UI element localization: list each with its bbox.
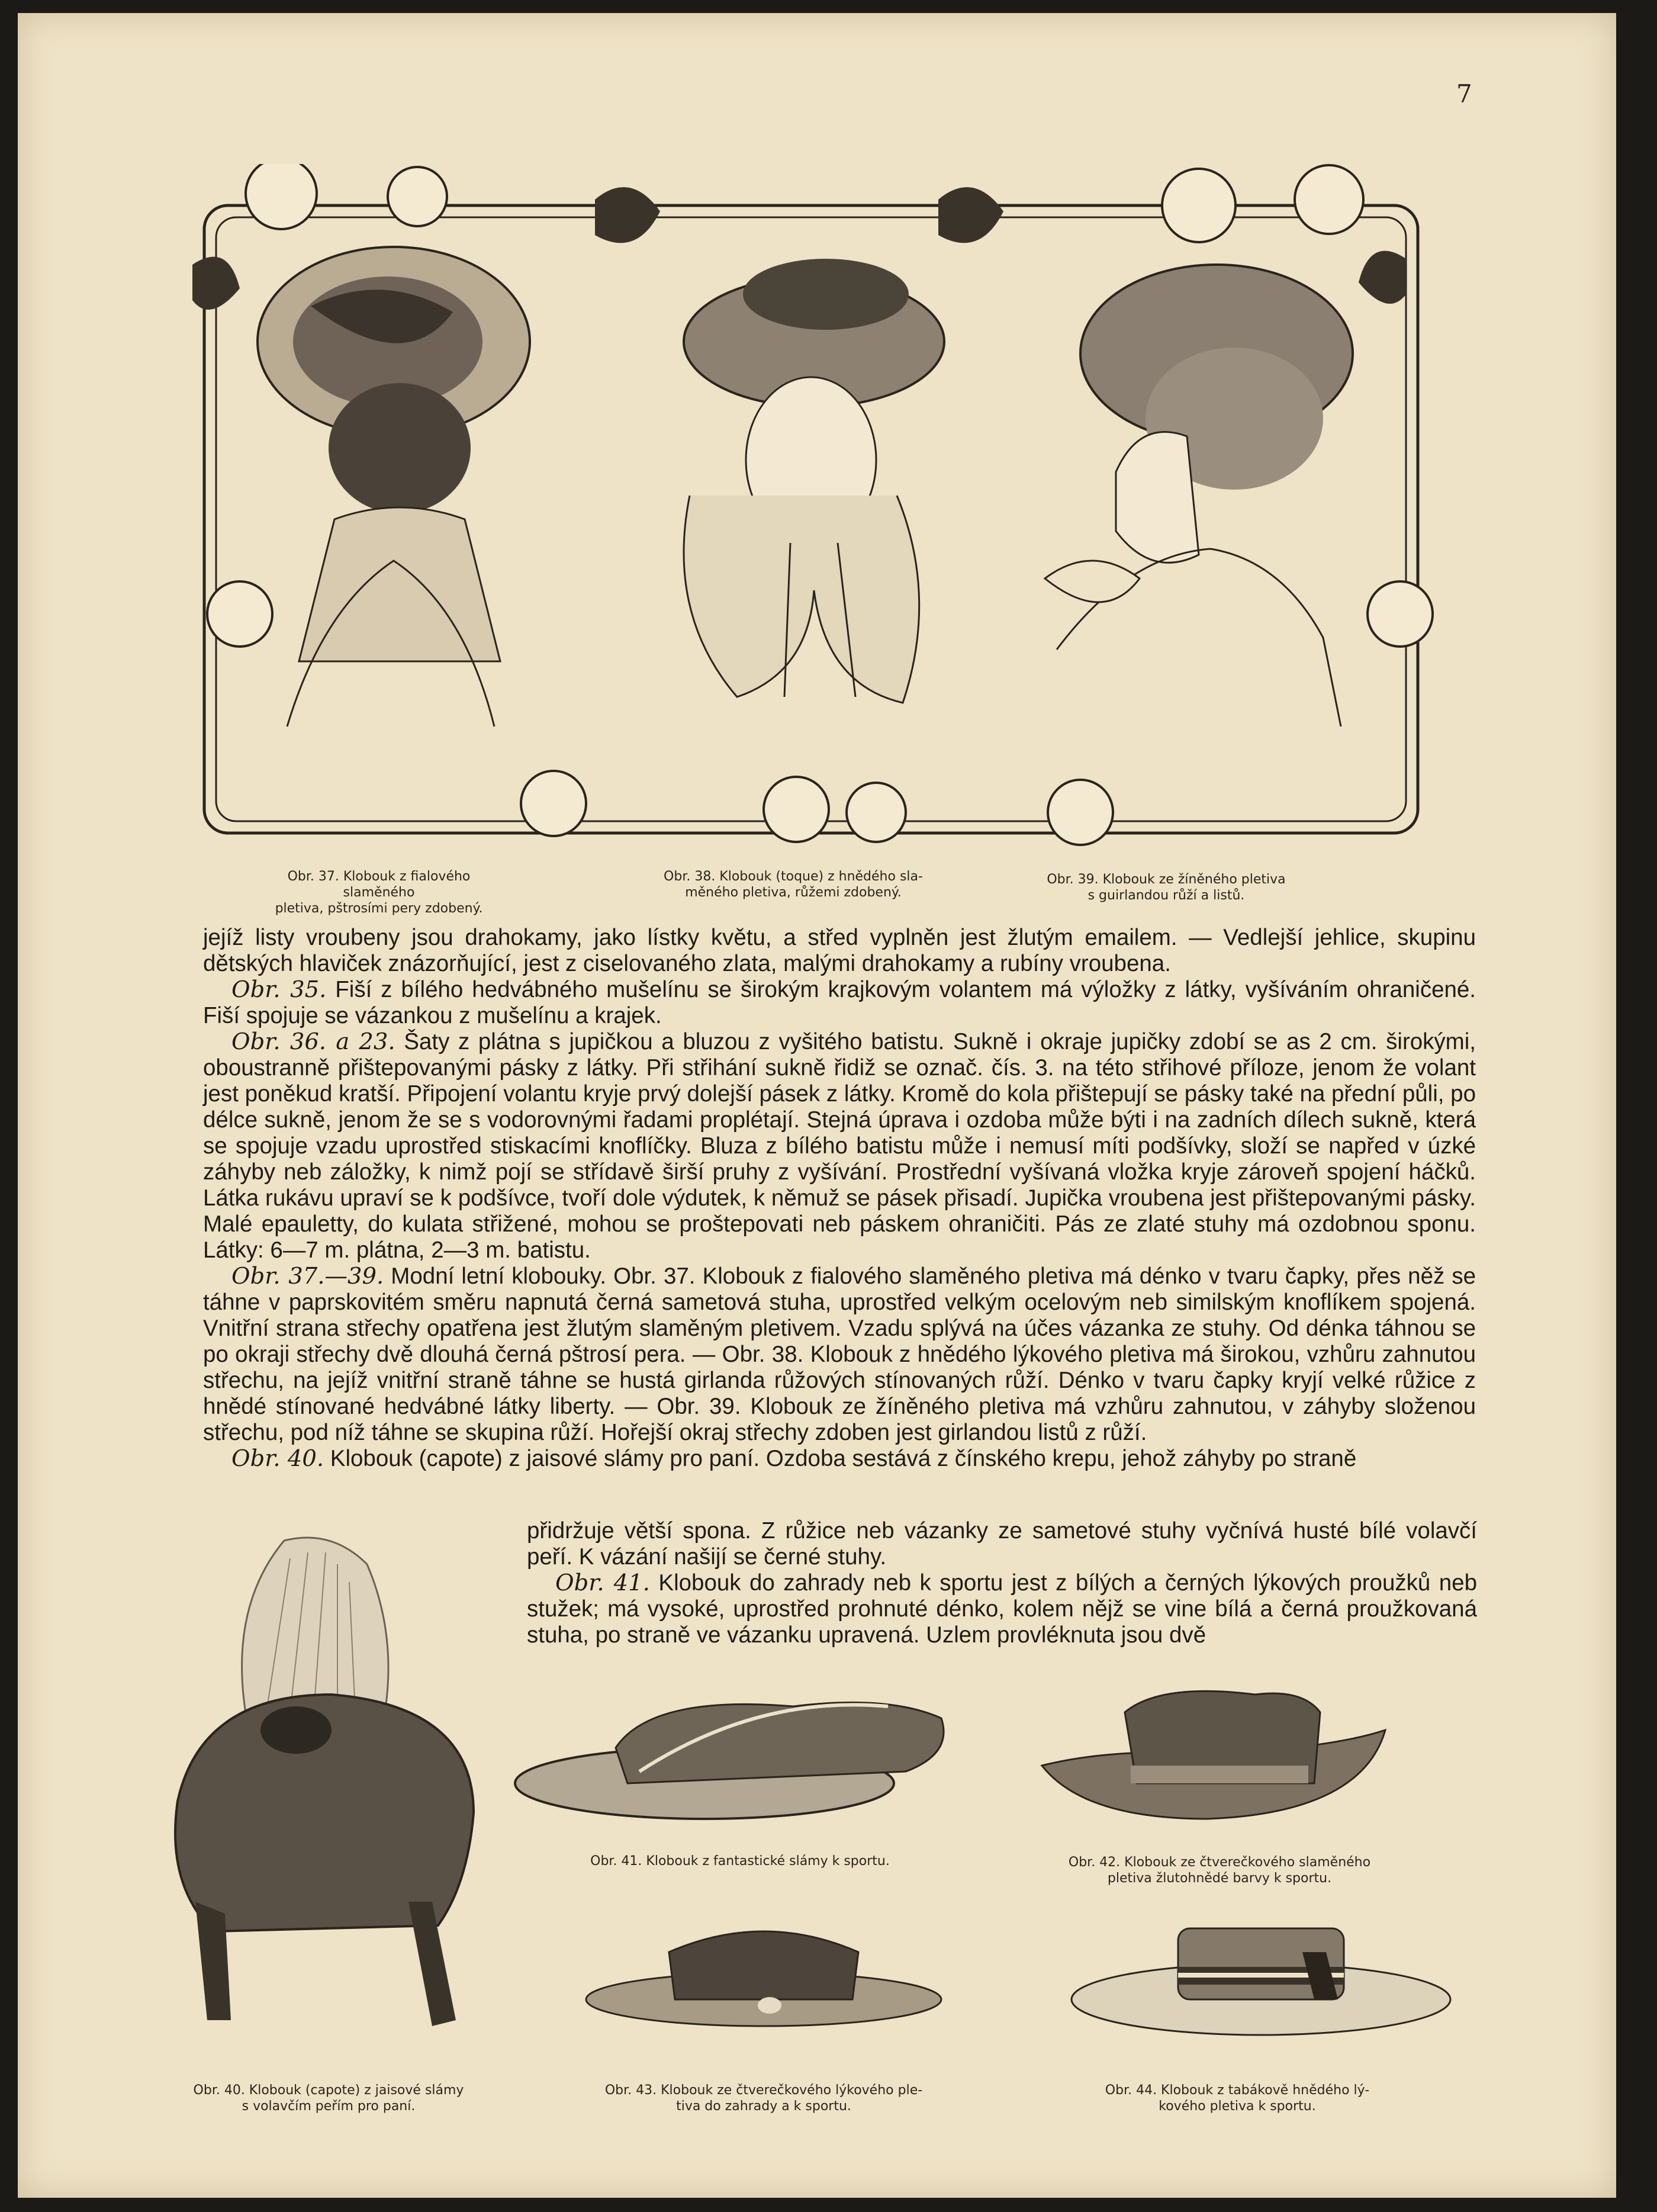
figure-38-hat	[684, 259, 944, 703]
paragraph-text: Klobouk do zahrady neb k sportu jest z bílých a černých lýkových proužků neb stužek; má vysoké, uprostřed prohnuté dénko, kolem nějž se vine bílá a černá proužkovaná stuha, po straně ve vázanku upravená. Uzlem provléknuta jsou dvě	[527, 1570, 1477, 1648]
figure-reference: Obr. 37.—39.	[231, 1263, 384, 1290]
caption-line: kového pletiva k sportu.	[1159, 2099, 1316, 2114]
caption-line: Obr. 39. Klobouk ze žíněného pletiva	[1047, 872, 1286, 887]
caption-figure-42	[1018, 1854, 1421, 1886]
caption-line: Obr. 43. Klobouk ze čtverečkového lýkového ple-	[604, 2083, 923, 2098]
figure-41-hat-illustration	[509, 1683, 965, 1831]
figure-reference: Obr. 40.	[231, 1445, 324, 1472]
caption-line: Obr. 44. Klobouk z tabákově hnědého lý-	[1105, 2083, 1370, 2098]
caption-line: Obr. 42. Klobouk ze čtverečkového slaměného	[1068, 1855, 1371, 1870]
caption-line: pletiva, pštrosími pery zdobený.	[275, 901, 483, 916]
caption-line: s volavčím peřím pro paní.	[242, 2099, 416, 2114]
paragraph-obr-36	[203, 1029, 1476, 1263]
caption-line: s guirlandou růží a listů.	[1087, 888, 1245, 903]
caption-figure-44	[1036, 2082, 1439, 2114]
caption-line: Obr. 37. Klobouk z fialového slaměného	[287, 869, 471, 900]
paragraph-continuation: jejíž listy vroubeny jsou drahokamy, jako lístky květu, a střed vyplněn jest žlutým emailem. — Vedlejší jehlice, skupinu dětských hlaviček znázorňující, jest z ciselovaného zlata, malými drahokamy a rubíny vroubena.	[203, 925, 1476, 976]
page-number: 7	[1456, 79, 1472, 108]
caption-line: měného pletiva, růžemi zdobený.	[685, 885, 902, 900]
caption-figure-43	[562, 2082, 965, 2114]
caption-line: pletiva žlutohnědé barvy k sportu.	[1107, 1871, 1332, 1886]
figure-reference: Obr. 35.	[231, 976, 327, 1003]
figure-43-hat-illustration	[574, 1917, 953, 2035]
paragraph-obr-40	[203, 1446, 1476, 1472]
caption-figure-41: Obr. 41. Klobouk z fantastické slámy k sportu.	[590, 1854, 890, 1869]
figure-39-hat	[1045, 265, 1353, 726]
article-body-narrow	[527, 1518, 1477, 1648]
caption-line: Obr. 40. Klobouk (capote) z jaisové slámy	[193, 2083, 464, 2098]
figure-37-hat	[258, 247, 530, 726]
magazine-page	[18, 13, 1616, 2198]
figure-44-hat-illustration	[1066, 1911, 1456, 2047]
paragraph-obr-37-39	[203, 1263, 1476, 1446]
figure-reference: Obr. 41.	[555, 1570, 650, 1596]
fashion-plate-figures-37-39	[169, 164, 1459, 860]
paragraph-obr-35	[203, 977, 1476, 1029]
paragraph-text: Klobouk (capote) z jaisové slámy pro paní. Ozdoba sestává z čínského krepu, jehož záhyby po straně	[324, 1446, 1357, 1471]
caption-figure-39	[1024, 872, 1308, 904]
caption-line: Obr. 38. Klobouk (toque) z hnědého sla-	[664, 869, 923, 884]
paragraph-obr-40-continued: přidržuje větší spona. Z růžice neb vázanky ze sametové stuhy vyčnívá husté bílé volavčí peří. K vázání našijí se černé stuhy.	[527, 1518, 1477, 1570]
paragraph-text: Šaty z plátna s jupičkou a bluzou z vyšitého batistu. Sukně i okraje jupičky zdobí se as 2 cm. širokými, oboustranně přištepovanými pásky z látky. Při střihání sukně řidiž se označ. čís. 3. na této střihové příloze, jenom že volant jest poněkud kratší. Připojení volantu kryje prvý dolejší pásek z látky. Kromě do kola přištepují se pásky také na přední půli, po délce sukně, jenom že se s vodorovnými řadami proplétají. Stejná úprava i ozdoba může býti i na zadních dílech sukně, která se spojuje vzadu uprostřed stiskacími knoflíčky. Bluza z bílého batistu může i nemusí míti podšívky, složí se napřed v úzké záhyby neb záložky, k nimž pojí se střídavě širší pruhy z vyšívání. Prostřední vyšívaná vložka kryje zároveň spojení háčků. Látka rukávu upraví se k podšívce, tvoří dole výdutek, k němuž se pásek přisadí. Jupička vroubena jest přištepovanými pásky. Malé epauletty, do kulata střižené, mohou se proštepovati neb páskem ohraničiti. Pás ze zlaté stuhy má ozdobnou sponu. Látky: 6—7 m. plátna, 2—3 m. batistu.	[203, 1029, 1476, 1263]
caption-line: tiva do zahrady a k sportu.	[676, 2099, 851, 2114]
figure-42-hat-illustration	[1036, 1677, 1391, 1837]
ornamental-border-illustration	[169, 164, 1459, 860]
figure-40-capote-illustration	[160, 1535, 491, 2068]
figure-reference: Obr. 36. a 23.	[231, 1028, 395, 1055]
paragraph-text: Modní letní klobouky. Obr. 37. Klobouk z fialového slaměného pletiva má dénko v tvaru čapky, přes něž se táhne v paprskovitém směru napnutá černá sametová stuha, uprostřed velkým ocelovým neb similským knoflíkem spojená. Vnitřní strana střechy opatřena jest žlutým slaměným pletivem. Vzadu splývá na účes vázanka ze stuhy. Od dénka táhnou se po okraji střechy dvě dlouhá černá pštrosí pera. — Obr. 38. Klobouk z hnědého lýkového pletiva má širokou, vzhůru zahnutou střechu, na jejíž vnitřní straně táhne se hustá girlanda růžových stínovaných růží. Dénko v tvaru čapky kryjí velké růžice z hnědé stínované hedvábné látky liberty. — Obr. 39. Klobouk ze žíněného pletiva má vzhůru zahnutou, v záhyby složenou střechu, pod níž táhne se skupina růží. Hořejší okraj střechy zdoben jest girlandou listů z růží.	[203, 1263, 1476, 1445]
article-body	[203, 925, 1476, 1472]
caption-figure-40	[157, 2082, 500, 2114]
paragraph-obr-41	[527, 1570, 1477, 1648]
paragraph-text: Fiší z bílého hedvábného mušelínu se širokým krajkovým volantem má výložky z látky, vyšíváním ohraničené. Fiší spojuje se vázankou z mušelínu a krajek.	[203, 977, 1476, 1028]
caption-figure-37	[252, 869, 506, 917]
caption-figure-38	[636, 869, 950, 901]
